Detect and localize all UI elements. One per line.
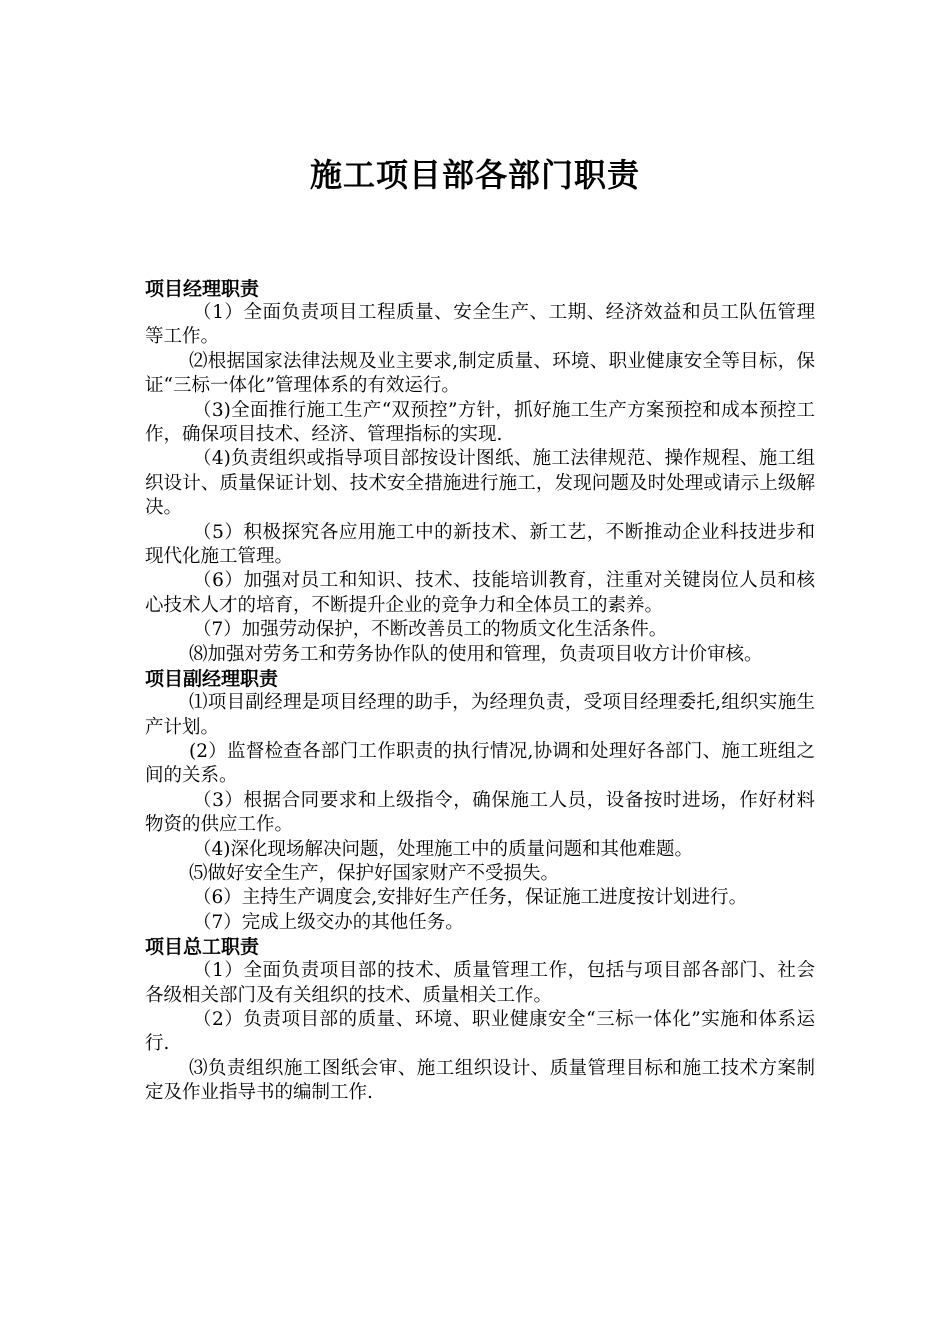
paragraph: ⑻加强对劳务工和劳务协作队的使用和管理，负责项目收方计价审核。 xyxy=(189,643,763,665)
paragraph: （6）主持生产调度会,安排好生产任务，保证施工进度按计划进行。 xyxy=(193,887,748,909)
paragraph: ⑴项目副经理是项目经理的助手，为经理负责，受项目经理委托,组织实施生产计划。 xyxy=(145,692,815,738)
section-chief-engineer xyxy=(145,935,815,1105)
paragraph: （7）完成上级交办的其他任务。 xyxy=(193,911,464,933)
section-deputy-manager xyxy=(145,667,815,935)
section-heading: 项目经理职责 xyxy=(145,278,260,300)
paragraph: （6）加强对员工和知识、技术、技能培训教育，注重对关键岗位人员和核心技术人才的培育，不断提升企业的竞争力和全体员工的素养。 xyxy=(145,570,815,616)
page-title: 施工项目部各部门职责 xyxy=(309,156,640,194)
paragraph: （7）加强劳动保护，不断改善员工的物质文化生活条件。 xyxy=(193,619,668,641)
paragraph: （4)负责组织或指导项目部按设计图纸、施工法律规范、操作规程、施工组织设计、质量保证计划、技术安全措施进行施工，发现问题及时处理或请示上级解决。 xyxy=(145,448,815,519)
paragraph: （1）全面负责项目部的技术、质量管理工作，包括与项目部各部门、社会各级相关部门及有关组织的技术、质量相关工作。 xyxy=(145,960,815,1006)
paragraph: （5）积极探究各应用施工中的新技术、新工艺，不断推动企业科技进步和现代化施工管理。 xyxy=(145,521,815,568)
paragraph: （3）根据合同要求和上级指令，确保施工人员，设备按时进场，作好材料物资的供应工作。 xyxy=(145,789,815,836)
section-heading: 项目副经理职责 xyxy=(145,668,279,691)
paragraph: (2）监督检查各部门工作职责的执行情况,协调和处理好各部门、施工班组之间的关系。 xyxy=(145,740,815,787)
paragraph: ⑶负责组织施工图纸会审、施工组织设计、质量管理目标和施工技术方案制定及作业指导书的编制工作. xyxy=(145,1057,815,1104)
paragraph: （2）负责项目部的质量、环境、职业健康安全“三标一体化”实施和体系运行. xyxy=(145,1008,815,1055)
document-body xyxy=(145,277,815,1106)
section-heading: 项目总工职责 xyxy=(145,936,260,959)
paragraph: （3)全面推行施工生产“双预控”方针，抓好施工生产方案预控和成本预控工作，确保项目技术、经济、管理指标的实现. xyxy=(145,399,815,446)
paragraph: （1）全面负责项目工程质量、安全生产、工期、经济效益和员工队伍管理等工作。 xyxy=(145,302,815,348)
paragraph: ⑸做好安全生产，保护好国家财产不受损失。 xyxy=(189,862,560,884)
section-project-manager xyxy=(145,277,815,667)
paragraph: （4)深化现场解决问题，处理施工中的质量问题和其他难题。 xyxy=(193,838,693,860)
paragraph: ⑵根据国家法律法规及业主要求,制定质量、环境、职业健康安全等目标，保证“三标一体化”管理体系的有效运行。 xyxy=(145,350,815,397)
